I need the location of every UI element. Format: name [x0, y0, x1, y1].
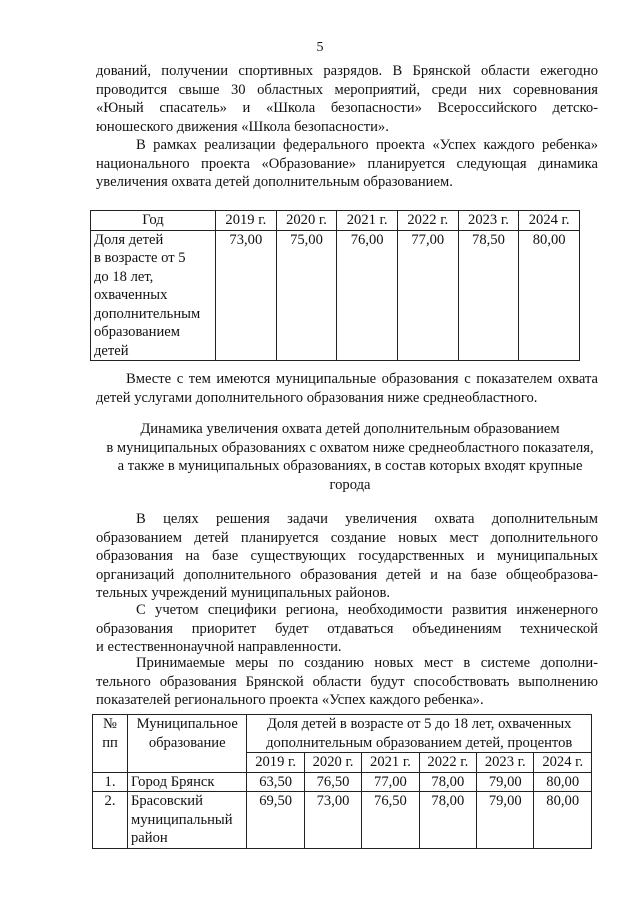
paragraph-line: национального проекта «Образование» планируется следующая динамика	[96, 155, 598, 172]
row-number: 2.	[93, 792, 128, 849]
paragraph-line: «Юный спасатель» и «Школа безопасности» Всероссийского детско-	[96, 100, 598, 116]
paragraph-2	[96, 136, 598, 192]
name-line: район	[131, 830, 168, 846]
paragraph-line: В рамках реализации федерального проекта «Успех каждого ребенка»	[136, 137, 598, 153]
paragraph-line: юношеского движения «Школа безопасности».	[96, 118, 389, 135]
page-number: 5	[316, 40, 324, 55]
indicator-label	[91, 230, 216, 361]
table-row	[93, 772, 592, 792]
heading-line: в муниципальных образованиях с охватом ниже среднеобластного показателя,	[106, 439, 594, 456]
year-header: 2024 г.	[534, 753, 592, 773]
value-cell: 73,00	[216, 230, 277, 361]
paragraph-line: тельного образования Брянской области будут способствовать выполнению	[96, 673, 598, 690]
indicator-line: до 18 лет,	[94, 268, 154, 285]
year-header: 2022 г.	[397, 211, 458, 231]
value-cell: 77,00	[362, 772, 419, 792]
paragraph-line: проводится свыше 30 областных мероприятий, среди них соревнования	[96, 81, 598, 98]
paragraph-line: показателей регионального проекта «Успех каждого ребенка».	[96, 692, 484, 708]
value-cell: 80,00	[534, 792, 592, 849]
coverage-dynamics-table	[90, 210, 580, 361]
paragraph-line: Вместе с тем имеются муниципальные образования с показателем охвата	[126, 371, 598, 387]
paragraph-line: С учетом специфики региона, необходимости развития инженерного	[136, 602, 598, 618]
section-heading	[90, 420, 610, 494]
value-cell: 76,50	[304, 772, 361, 792]
header-line: дополнительным образованием детей, процентов	[266, 734, 573, 751]
paragraph-line: образования приоритет будет отдаваться объединениям технической	[96, 620, 598, 637]
table-row	[91, 230, 580, 361]
paragraph-3	[96, 370, 598, 407]
value-cell: 78,00	[419, 772, 476, 792]
paragraph-1	[96, 62, 598, 136]
table-row	[93, 792, 592, 849]
value-cell: 80,00	[519, 230, 580, 361]
heading-line: Динамика увеличения охвата детей дополнительным образованием	[140, 421, 560, 437]
paragraph-line: тельных учреждений муниципальных районов.	[96, 585, 391, 601]
municipality-column-header	[128, 715, 247, 773]
paragraph-line: Принимаемые меры по созданию новых мест в системе дополни-	[136, 655, 598, 671]
value-cell: 79,00	[477, 772, 534, 792]
name-line: муниципальный	[131, 811, 233, 828]
indicator-line: детей	[94, 342, 129, 359]
name-line: Брасовский	[131, 793, 203, 809]
year-header: 2019 г.	[247, 753, 304, 773]
value-cell: 69,50	[247, 792, 304, 849]
paragraph-6	[96, 654, 598, 710]
paragraph-line: увеличения охвата детей дополнительным образованием.	[96, 174, 453, 190]
year-header: 2024 г.	[519, 211, 580, 231]
paragraph-line: В целях решения задачи увеличения охвата дополнительным	[136, 511, 598, 527]
indicator-line: Доля детей	[94, 231, 164, 248]
header-line: пп	[102, 734, 118, 751]
number-column-header	[93, 715, 128, 773]
paragraph-line: дований, получении спортивных разрядов. В Брянской области ежегодно	[96, 63, 598, 79]
table-header-row	[91, 211, 580, 231]
indicator-line: охваченных	[94, 287, 168, 303]
year-header: 2021 г.	[337, 211, 398, 231]
row-number: 1.	[93, 772, 128, 792]
value-cell: 73,00	[304, 792, 361, 849]
year-header: 2023 г.	[458, 211, 519, 231]
year-header-label: Год	[91, 211, 216, 231]
indicator-line: дополнительным	[94, 305, 201, 322]
year-header: 2019 г.	[216, 211, 277, 231]
paragraph-line: и естественнонаучной направленности.	[96, 639, 342, 655]
paragraph-line: образованием детей планируется создание новых мест дополнительного	[96, 529, 598, 546]
value-cell: 79,00	[477, 792, 534, 849]
header-line: №	[103, 716, 117, 732]
year-header: 2020 г.	[276, 211, 337, 231]
municipal-coverage-table	[92, 714, 592, 849]
value-cell: 78,00	[419, 792, 476, 849]
header-line: образование	[148, 734, 226, 751]
value-cell: 78,50	[458, 230, 519, 361]
value-cell: 76,50	[362, 792, 419, 849]
paragraph-line: организаций дополнительного образования детей и на базе общеобразова-	[96, 566, 598, 583]
municipality-name	[128, 792, 247, 849]
header-line: Муниципальное	[136, 716, 238, 732]
name-line: Город Брянск	[131, 773, 215, 790]
table-header-row	[93, 715, 592, 753]
paragraph-4	[96, 510, 598, 603]
value-cell: 76,00	[337, 230, 398, 361]
heading-line: города	[329, 476, 371, 493]
paragraph-line: детей услугами дополнительного образования ниже среднеобластного.	[96, 389, 538, 406]
paragraph-line: образования на базе существующих государственных и муниципальных	[96, 548, 598, 564]
value-cell: 63,50	[247, 772, 304, 792]
paragraph-5	[96, 601, 598, 657]
indicator-line: в возрасте от 5	[94, 250, 186, 266]
value-cell: 80,00	[534, 772, 592, 792]
value-cell: 77,00	[397, 230, 458, 361]
year-header: 2023 г.	[477, 753, 534, 773]
indicator-line: образованием	[94, 324, 180, 340]
heading-line: а также в муниципальных образованиях, в состав которых входят крупные	[117, 458, 583, 474]
municipality-name	[128, 772, 247, 792]
value-cell: 75,00	[276, 230, 337, 361]
year-header: 2020 г.	[304, 753, 361, 773]
year-header: 2022 г.	[419, 753, 476, 773]
share-group-header	[247, 715, 592, 753]
year-header: 2021 г.	[362, 753, 419, 773]
header-line: Доля детей в возрасте от 5 до 18 лет, охваченных	[266, 716, 572, 732]
